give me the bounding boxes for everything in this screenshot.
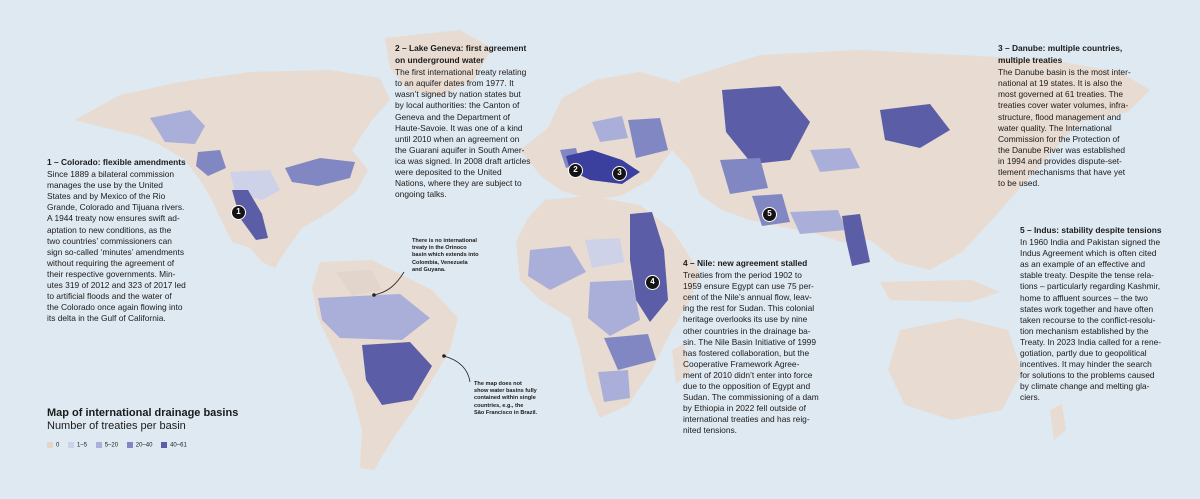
text-line: ongoing talks.: [395, 189, 447, 200]
text-line: in 1994 and provides dispute-set-: [998, 155, 1122, 166]
text-line: the Danube River was established: [998, 144, 1126, 155]
text-line: to artificial floods and the water of: [47, 291, 172, 302]
legend-label: 0: [56, 442, 60, 449]
marker-danube: 3: [612, 166, 627, 181]
text-line: to an aquifer dates from 1977. It: [395, 78, 514, 89]
australia: [888, 318, 1022, 420]
text-line: until 2010 when an agreement on: [395, 133, 520, 144]
text-line: incentives. It may hinder the search: [1020, 359, 1152, 370]
note-line: The map does not: [474, 381, 522, 387]
legend-item: [68, 442, 87, 449]
orinoco-callout-dot: [372, 293, 376, 297]
text-line: sign so-called ‘minutes’ amendments: [47, 246, 185, 257]
text-line: water quality. The International: [998, 122, 1112, 133]
legend-title: Map of international drainage basins: [47, 407, 239, 419]
note-line: There is no international: [412, 238, 477, 244]
text-line: taken recourse to the conflict-resolu-: [1020, 314, 1156, 325]
text-line: by Ethiopia in 2022 fell outside of: [683, 403, 806, 414]
legend-subtitle: Number of treaties per basin: [47, 420, 186, 432]
note-orinoco: [412, 238, 502, 274]
marker-indus: 5: [762, 207, 777, 222]
brazil-callout-dot: [442, 354, 446, 358]
panel-nile: [683, 258, 833, 437]
text-line: by climate change and melting gla-: [1020, 381, 1150, 392]
text-line: gotiation, partly due to geopolitical: [1020, 348, 1147, 359]
legend-label: 20–40: [135, 442, 153, 449]
text-line: structure, flood management and: [998, 111, 1121, 122]
text-line: ing the rest for Sudan. This colonial: [683, 303, 815, 314]
legend-swatch: [161, 442, 167, 448]
panel-colorado: [47, 157, 197, 324]
legend-label: 1–5: [77, 442, 88, 449]
note-line: basin which extends into: [412, 252, 479, 259]
text-line: for solutions to the problems caused: [1020, 370, 1155, 381]
text-line: Treaties from the period 1902 to: [683, 270, 802, 281]
text-line: The Danube basin is the most inter-: [998, 67, 1131, 78]
legend-label: 5–20: [104, 442, 119, 449]
text-line: by local authorities: the Canton of: [395, 100, 520, 111]
legend-item: [47, 442, 59, 449]
text-line: Geneva and the Department of: [395, 111, 510, 122]
panel-title: 5 – Indus: stability despite tensions: [1020, 225, 1162, 235]
text-line: Indus Agreement which is often cited: [1020, 248, 1157, 259]
marker-nile: 4: [645, 275, 660, 290]
panel-title: 3 – Danube: multiple countries,: [998, 43, 1123, 53]
panel-indus: [1020, 225, 1180, 404]
text-line: Treaty. In 2023 India called for a rene-: [1020, 336, 1162, 347]
legend-swatch: [68, 442, 74, 448]
panel-danube: [998, 43, 1148, 189]
text-line: aptation to new conditions, as the: [47, 224, 172, 235]
text-line: cent of the Nile’s annual flow, leav-: [683, 292, 812, 303]
text-line: Commission for the Protection of: [998, 133, 1120, 144]
text-line: has fostered collaboration, but the: [683, 347, 810, 358]
text-line: ciers.: [1020, 392, 1041, 403]
text-line: In 1960 India and Pakistan signed the: [1020, 237, 1161, 248]
text-line: to be used.: [998, 178, 1040, 189]
text-line: international treaties and has reig-: [683, 414, 810, 425]
panel-lake-geneva: [395, 43, 535, 200]
note-line: contained within single: [474, 395, 536, 402]
text-line: their respective governments. Min-: [47, 268, 176, 279]
text-line: states work together and have often: [1020, 303, 1154, 314]
panel-title: 2 – Lake Geneva: first agreement: [395, 43, 527, 53]
legend-label: 40–61: [170, 442, 187, 449]
text-line: 1959 ensure Egypt can use 75 per-: [683, 281, 814, 292]
text-line: ment of 2010 didn’t enter into force: [683, 369, 813, 380]
text-line: wasn’t signed by nation states but: [395, 89, 521, 100]
text-line: Sudan. The commissioning of a dam: [683, 392, 819, 403]
note-brazil: [474, 381, 554, 417]
panel-title: 4 – Nile: new agreement stalled: [683, 258, 808, 268]
legend: [47, 407, 247, 449]
text-line: Grande, Colorado and Tijuana rivers.: [47, 202, 185, 213]
text-line: home to affluent sources – the two: [1020, 292, 1148, 303]
text-line: most governed at 61 treaties. The: [998, 89, 1124, 100]
note-line: São Francisco in Brazil.: [474, 409, 538, 416]
text-line: Haute-Savoie. It was one of a kind: [395, 122, 523, 133]
legend-swatch: [127, 442, 133, 448]
text-line: tion mechanism established by the: [1020, 325, 1149, 336]
legend-item: [161, 442, 187, 449]
text-line: due to the opposition of Egypt and: [683, 381, 811, 392]
text-line: national at 19 states. It is also the: [998, 78, 1123, 89]
text-line: ica was signed. In 2008 draft articles: [395, 155, 531, 166]
text-line: A 1944 treaty now ensures swift ad-: [47, 213, 180, 224]
text-line: States and by Mexico of the Rio: [47, 191, 166, 202]
text-line: stable treaty. Despite the tense rela-: [1020, 270, 1154, 281]
text-line: manages the use by the United: [47, 180, 163, 191]
basin-ganges: [790, 210, 846, 234]
text-line: Since 1889 a bilateral commission: [47, 169, 175, 180]
text-line: treaties cover water volumes, infra-: [998, 100, 1129, 111]
legend-swatch: [96, 442, 102, 448]
panel-title: 1 – Colorado: flexible amendments: [47, 157, 186, 167]
text-line: other countries in the drainage ba-: [683, 325, 811, 336]
legend-swatch: [47, 442, 53, 448]
text-line: without requiring the agreement of: [47, 257, 175, 268]
text-line: its delta in the Gulf of California.: [47, 313, 166, 324]
text-line: nited tensions.: [683, 425, 738, 436]
text-line: heritage overlooks its use by nine: [683, 314, 808, 325]
text-line: tlement mechanisms that have yet: [998, 167, 1126, 178]
panel-title-line-2: multiple treaties: [998, 55, 1063, 66]
text-line: Nations, where they are subject to: [395, 178, 522, 189]
note-line: countries, e.g., the: [474, 402, 524, 409]
text-line: utes 319 of 2012 and 323 of 2017 led: [47, 280, 186, 291]
text-line: two countries’ commissioners can: [47, 235, 172, 246]
legend-items: [47, 442, 247, 449]
note-line: show water basins fully: [474, 388, 537, 395]
marker-colorado: 1: [231, 205, 246, 220]
text-line: as an example of an effective and: [1020, 259, 1146, 270]
legend-item: [96, 442, 118, 449]
note-line: Colombia, Venezuela: [412, 259, 468, 266]
marker-lake-geneva: 2: [568, 163, 583, 178]
text-line: sin. The Nile Basin Initiative of 1999: [683, 336, 816, 347]
text-line: the Guarani aquifer in South Amer-: [395, 144, 525, 155]
text-line: Cooperative Framework Agree-: [683, 358, 800, 369]
note-line: treaty in the Orinoco: [412, 245, 467, 252]
panel-title-line-2: on underground water: [395, 55, 484, 66]
legend-item: [127, 442, 153, 449]
text-line: The first international treaty relating: [395, 67, 527, 78]
text-line: the Colorado once again flowing into: [47, 302, 183, 313]
text-line: tions – particularly regarding Kashmir,: [1020, 281, 1161, 292]
text-line: were deposited to the United: [395, 167, 502, 178]
note-line: and Guyana.: [412, 266, 446, 273]
